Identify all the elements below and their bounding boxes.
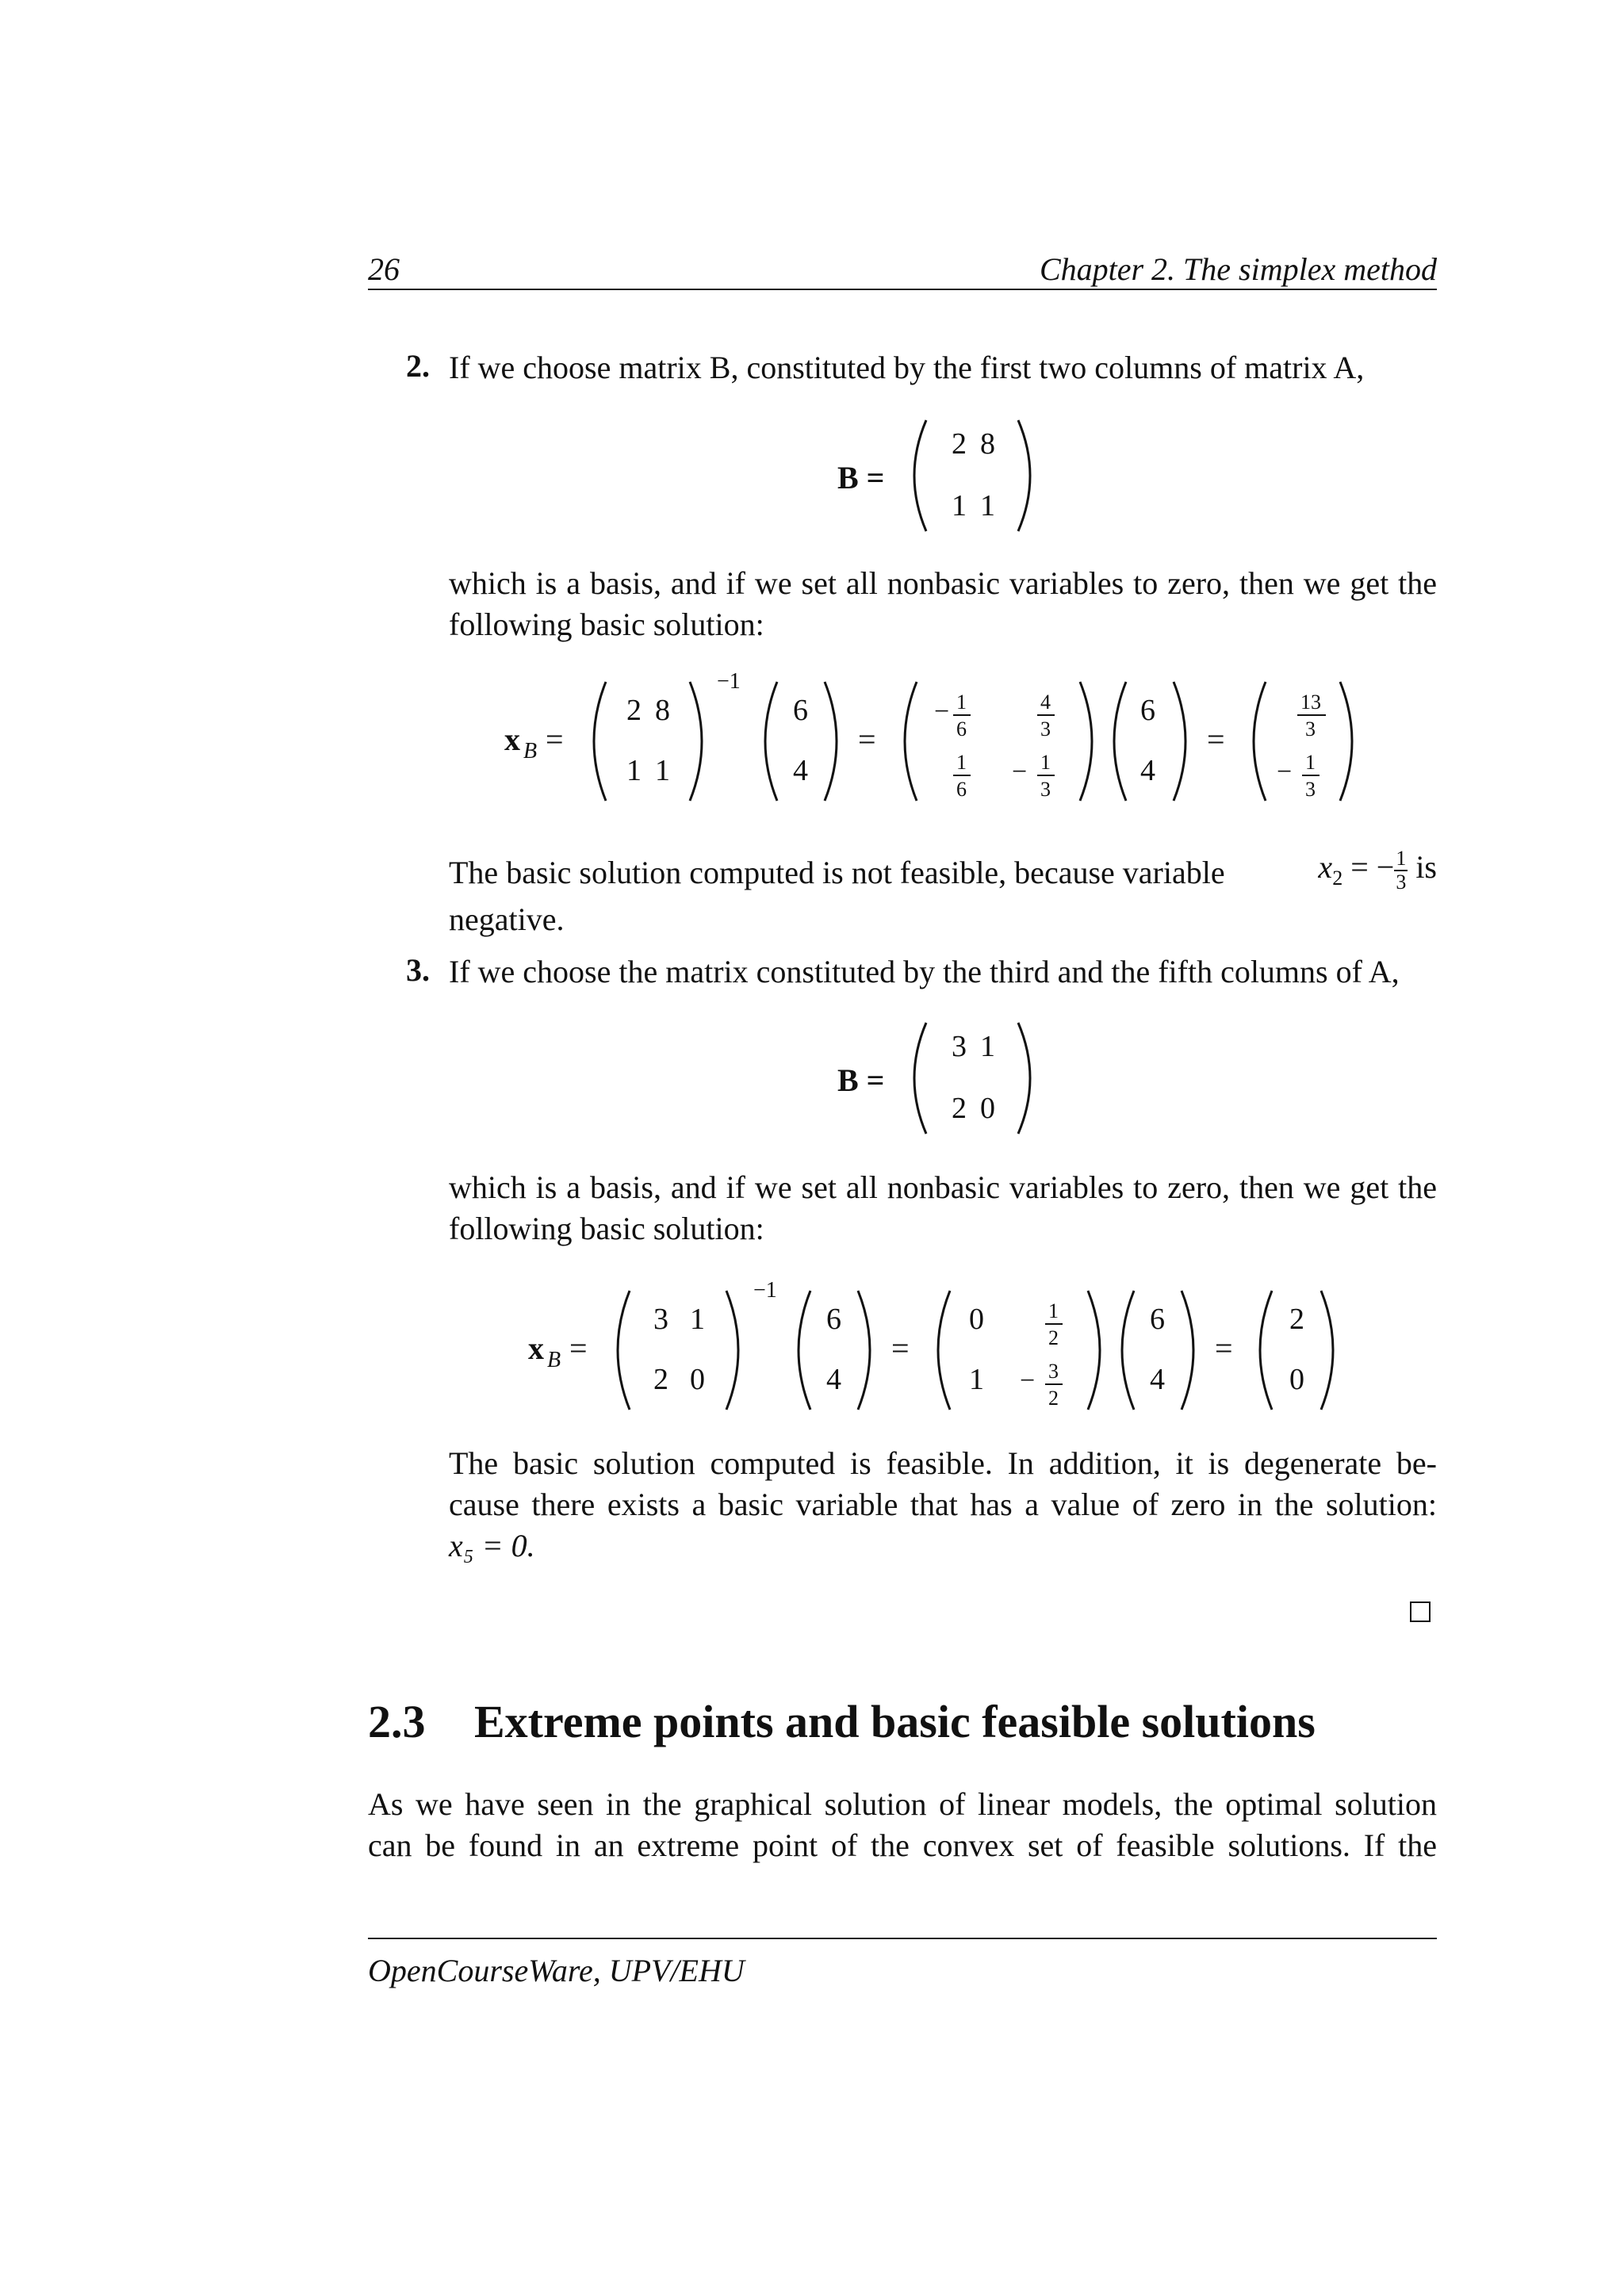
svg-text:6: 6 xyxy=(1140,694,1155,727)
svg-text:1: 1 xyxy=(969,1363,984,1396)
svg-text:1: 1 xyxy=(1048,1299,1059,1322)
svg-text:2: 2 xyxy=(1289,1303,1304,1336)
item-3-basis-text: which is a basis, and if we set all nonbasic variables to zero, then we get the following basic solution: xyxy=(449,1169,1437,1246)
svg-text:1: 1 xyxy=(956,691,967,714)
svg-text:2: 2 xyxy=(952,1092,967,1125)
item-2-label: 2. xyxy=(406,348,430,384)
svg-text:x: x xyxy=(528,1330,544,1366)
section-number: 2.3 xyxy=(368,1696,426,1747)
svg-text:6: 6 xyxy=(956,778,967,801)
svg-text:=: = xyxy=(546,721,564,757)
svg-text:1: 1 xyxy=(655,754,670,787)
svg-text:=: = xyxy=(569,1330,588,1366)
matrix-b-equation-3 xyxy=(825,1015,1047,1142)
svg-text:2: 2 xyxy=(653,1363,668,1396)
svg-text:−: − xyxy=(1020,1366,1036,1395)
svg-text:B =: B = xyxy=(837,1062,885,1098)
svg-text:3: 3 xyxy=(1048,1360,1059,1383)
svg-text:−1: −1 xyxy=(717,669,741,694)
svg-text:1: 1 xyxy=(690,1303,705,1336)
svg-text:B: B xyxy=(523,739,538,763)
svg-text:1: 1 xyxy=(980,1030,995,1063)
svg-text:3: 3 xyxy=(653,1303,668,1336)
svg-text:−1: −1 xyxy=(753,1278,777,1303)
section-title: Extreme points and basic feasible solutions xyxy=(474,1696,1316,1747)
svg-text:4: 4 xyxy=(1040,691,1051,714)
svg-text:0: 0 xyxy=(690,1363,705,1396)
svg-text:1: 1 xyxy=(1040,751,1051,774)
svg-text:2: 2 xyxy=(952,427,967,461)
matrix-b-equation-2 xyxy=(825,412,1047,539)
item-2-conclusion: The basic solution computed is not feasible, because variable $x_2$ = − $\frac{1}{3}$ is negative. xyxy=(449,846,1437,937)
svg-text:0: 0 xyxy=(969,1303,984,1336)
svg-text:=: = xyxy=(858,721,876,757)
svg-text:−: − xyxy=(1277,757,1293,786)
svg-text:=: = xyxy=(1207,721,1225,757)
svg-text:3: 3 xyxy=(1305,778,1316,801)
item-2-basis-text: which is a basis, and if we set all nonbasic variables to zero, then we get the following basic solution: xyxy=(449,565,1437,642)
section-body: As we have seen in the graphical solution of linear models, the optimal solution can be found in an extreme point of the convex set of feasible solutions. If the xyxy=(368,1786,1437,1863)
svg-text:6: 6 xyxy=(956,718,967,740)
svg-text:4: 4 xyxy=(1150,1363,1165,1396)
svg-text:3: 3 xyxy=(952,1030,967,1063)
svg-text:B: B xyxy=(547,1348,561,1372)
svg-text:=: = xyxy=(1215,1330,1233,1366)
item-2-intro: If we choose matrix B, constituted by the first two columns of matrix A, xyxy=(449,350,1365,385)
svg-text:6: 6 xyxy=(826,1303,841,1336)
svg-text:2: 2 xyxy=(1048,1387,1059,1410)
svg-text:1: 1 xyxy=(952,489,967,522)
svg-text:2: 2 xyxy=(626,694,642,727)
running-header: Chapter 2. The simplex method xyxy=(1039,251,1437,287)
svg-text:8: 8 xyxy=(980,427,995,461)
qed-square-icon xyxy=(1410,1601,1431,1622)
svg-text:6: 6 xyxy=(793,694,808,727)
svg-text:2: 2 xyxy=(1048,1326,1059,1349)
item-3-intro: If we choose the matrix constituted by the third and the fifth columns of A, xyxy=(449,954,1400,989)
svg-text:0: 0 xyxy=(1289,1363,1304,1396)
svg-text:x: x xyxy=(504,721,520,757)
svg-text:4: 4 xyxy=(1140,754,1155,787)
svg-text:=: = xyxy=(891,1330,910,1366)
xb-equation-2 xyxy=(500,666,1388,809)
svg-text:1: 1 xyxy=(1305,751,1316,774)
svg-text:6: 6 xyxy=(1150,1303,1165,1336)
svg-text:B =: B = xyxy=(837,460,885,496)
svg-text:13: 13 xyxy=(1300,691,1321,714)
svg-text:−: − xyxy=(934,697,950,726)
svg-text:4: 4 xyxy=(826,1363,841,1396)
page-number: 26 xyxy=(368,251,400,287)
svg-text:1: 1 xyxy=(626,754,642,787)
svg-text:3: 3 xyxy=(1305,718,1316,740)
svg-text:3: 3 xyxy=(1040,718,1051,740)
item-3-conclusion: The basic solution computed is feasible. In addition, it is degenerate be- cause there exists a basic variable that has a value of zero in the solution: x₅ = 0. xyxy=(449,1445,1437,1563)
svg-text:0: 0 xyxy=(980,1092,995,1125)
svg-text:3: 3 xyxy=(1040,778,1051,801)
svg-text:1: 1 xyxy=(956,751,967,774)
xb-equation-3 xyxy=(523,1275,1364,1418)
svg-text:4: 4 xyxy=(793,754,808,787)
footer-rule xyxy=(368,1938,1437,1939)
svg-text:−: − xyxy=(1012,757,1028,786)
svg-text:1: 1 xyxy=(980,489,995,522)
footer-text: OpenCourseWare, UPV/EHU xyxy=(368,1953,745,1988)
item-3-label: 3. xyxy=(406,952,430,988)
svg-text:8: 8 xyxy=(655,694,670,727)
header-rule xyxy=(368,289,1437,290)
